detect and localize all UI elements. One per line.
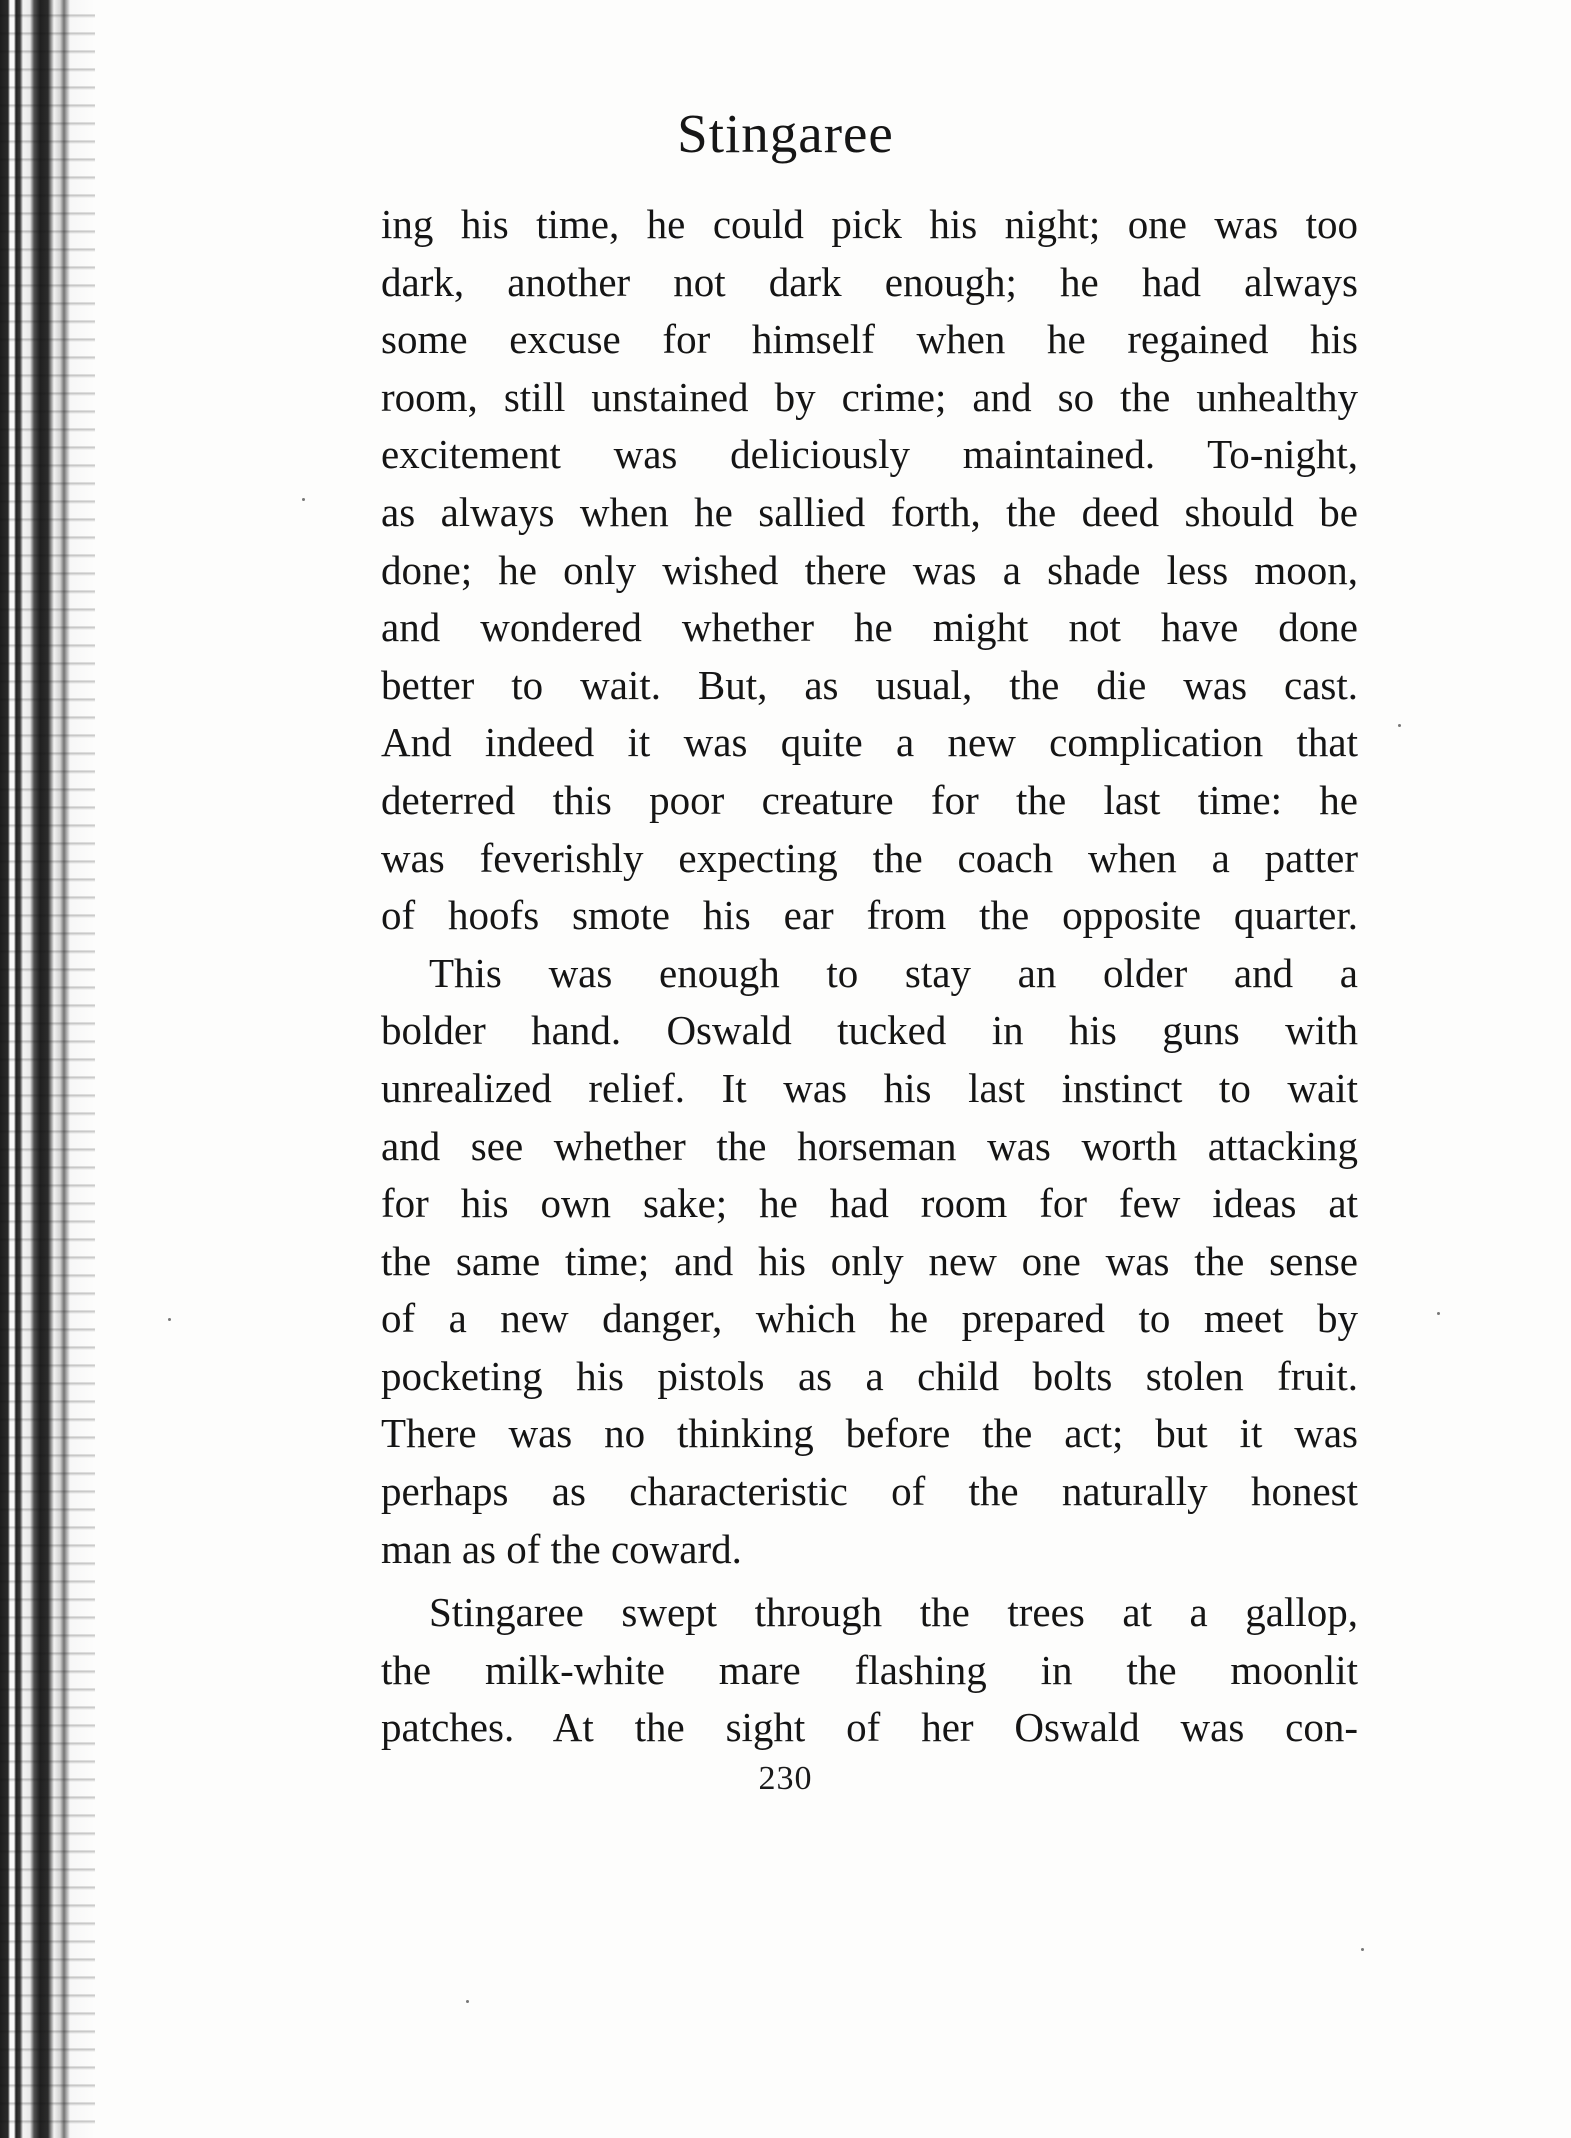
text-line: pocketing his pistols as a child bolts stolen fruit. (381, 1352, 1358, 1399)
scan-speck (302, 498, 305, 501)
text-line: done; he only wished there was a shade less moon, (381, 546, 1358, 593)
body-text (381, 196, 1358, 1757)
scan-speck (1437, 1312, 1440, 1315)
text-line: man as of the coward. (381, 1525, 742, 1572)
text-line: Stingaree swept through the trees at a gallop, (429, 1589, 1358, 1636)
text-line: of hoofs smote his ear from the opposite quarter. (381, 892, 1358, 939)
paragraph-1 (381, 196, 1358, 945)
text-line: deterred this poor creature for the last time: he (381, 776, 1358, 823)
text-line: There was no thinking before the act; but it was (381, 1410, 1358, 1457)
text-line: was feverishly expecting the coach when a patter (381, 834, 1358, 881)
page-number: 230 (758, 1760, 813, 1797)
text-line: perhaps as characteristic of the naturally honest (381, 1468, 1358, 1515)
text-line: This was enough to stay an older and a (429, 949, 1358, 996)
text-line: unrealized relief. It was his last instinct to wait (381, 1064, 1358, 1111)
text-line: and see whether the horseman was worth attacking (381, 1122, 1358, 1169)
text-line: as always when he sallied forth, the deed should be (381, 488, 1358, 535)
running-head: Stingaree (677, 103, 894, 164)
paragraph-3 (381, 1584, 1358, 1757)
scan-speck (466, 2000, 469, 2003)
text-line: some excuse for himself when he regained his (381, 316, 1358, 363)
text-line: patches. At the sight of her Oswald was con- (381, 1704, 1358, 1751)
text-line: of a new danger, which he prepared to meet by (381, 1295, 1358, 1342)
text-line: for his own sake; he had room for few ideas at (381, 1180, 1358, 1227)
text-line: bolder hand. Oswald tucked in his guns with (381, 1007, 1358, 1054)
text-line: And indeed it was quite a new complication that (381, 719, 1358, 766)
text-line: and wondered whether he might not have done (381, 604, 1358, 651)
binding-edge (0, 0, 95, 2138)
text-line: excitement was deliciously maintained. To-night, (381, 431, 1358, 478)
text-line: ing his time, he could pick his night; one was too (381, 201, 1358, 247)
paragraph-2 (381, 945, 1358, 1579)
scan-speck (1398, 724, 1401, 727)
text-line: the same time; and his only new one was the sense (381, 1237, 1358, 1284)
scan-speck (1361, 1948, 1364, 1951)
text-line: room, still unstained by crime; and so the unhealthy (381, 373, 1358, 420)
scan-speck (168, 1318, 171, 1321)
text-line: dark, another not dark enough; he had always (381, 258, 1358, 305)
text-line: the milk-white mare flashing in the moonlit (381, 1646, 1358, 1693)
text-line: better to wait. But, as usual, the die was cast. (381, 661, 1358, 708)
